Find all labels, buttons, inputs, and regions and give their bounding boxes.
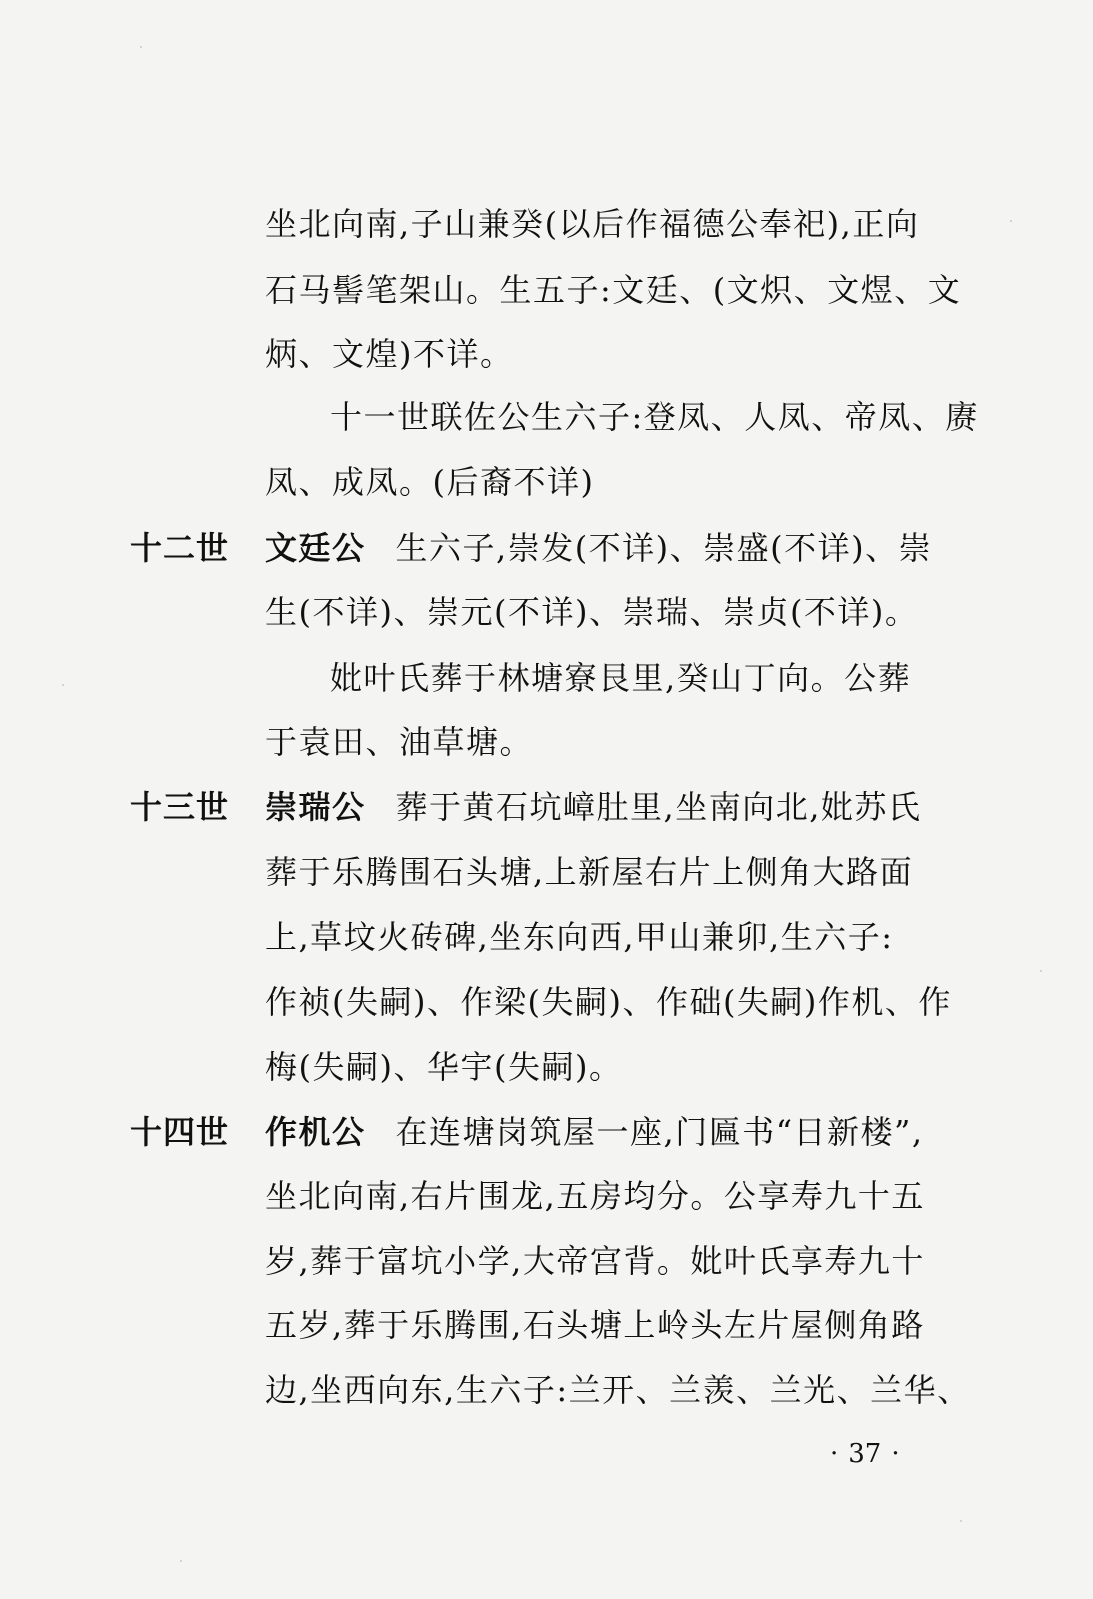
- entry-text: 生六子,崇发(不详)、崇盛(不详)、崇: [395, 529, 933, 567]
- page-number-dot: ·: [830, 1439, 839, 1469]
- entry-first-line: [265, 787, 921, 827]
- ancestor-name: 文廷公: [265, 529, 366, 567]
- scan-speck: [62, 684, 64, 686]
- text-line: 梅(失嗣)、华宇(失嗣)。: [265, 1048, 623, 1086]
- text-line: 于袁田、油草塘。: [265, 723, 534, 761]
- entry-first-line: [265, 1112, 924, 1152]
- text-line: 十一世联佐公生六子:登凤、人凤、帝凤、赓: [330, 398, 979, 436]
- text-line: 炳、文煌)不详。: [265, 335, 514, 373]
- scan-speck: [960, 1520, 962, 1522]
- text-line: 坐北向南,右片围龙,五房均分。公享寿九十五: [265, 1177, 925, 1215]
- text-line: 作祯(失嗣)、作梁(失嗣)、作础(失嗣)作机、作: [265, 983, 952, 1021]
- entry-first-line: [265, 528, 932, 568]
- text-line: 五岁,葬于乐腾围,石头塘上岭头左片屋侧角路: [265, 1306, 925, 1344]
- ancestor-name: 崇瑞公: [265, 788, 366, 826]
- generation-label: 十四世: [130, 1113, 230, 1151]
- page-number: [820, 1438, 910, 1470]
- text-line: 石马髻笔架山。生五子:文廷、(文炽、文煜、文: [265, 271, 962, 309]
- entry-text: 在连塘岗筑屋一座,门匾书“日新楼”,: [395, 1113, 924, 1151]
- generation-label: 十三世: [130, 788, 230, 826]
- page-number-dot: ·: [891, 1439, 900, 1469]
- text-line: 上,草坟火砖碑,坐东向西,甲山兼卯,生六子:: [265, 918, 894, 956]
- text-line: 坐北向南,子山兼癸(以后作福德公奉祀),正向: [265, 205, 920, 243]
- text-line: 生(不详)、崇元(不详)、崇瑞、崇贞(不详)。: [265, 593, 919, 631]
- scan-speck: [180, 1560, 182, 1562]
- page-number-value: 37: [848, 1439, 882, 1469]
- scan-speck: [1010, 220, 1012, 222]
- text-line: 葬于乐腾围石头塘,上新屋右片上侧角大路面: [265, 853, 914, 891]
- scan-speck: [1040, 970, 1042, 972]
- text-line: 岁,葬于富坑小学,大帝宫背。妣叶氏享寿九十: [265, 1242, 925, 1280]
- text-line: 边,坐西向东,生六子:兰开、兰羡、兰光、兰华、: [265, 1371, 971, 1409]
- entry-text: 葬于黄石坑嶂肚里,坐南向北,妣苏氏: [395, 788, 922, 826]
- generation-label: 十二世: [130, 529, 230, 567]
- text-line: 妣叶氏葬于林塘寮艮里,癸山丁向。公葬: [330, 659, 912, 697]
- ancestor-name: 作机公: [265, 1113, 366, 1151]
- text-line: 凤、成凤。(后裔不详): [265, 463, 595, 501]
- scan-speck: [140, 46, 142, 48]
